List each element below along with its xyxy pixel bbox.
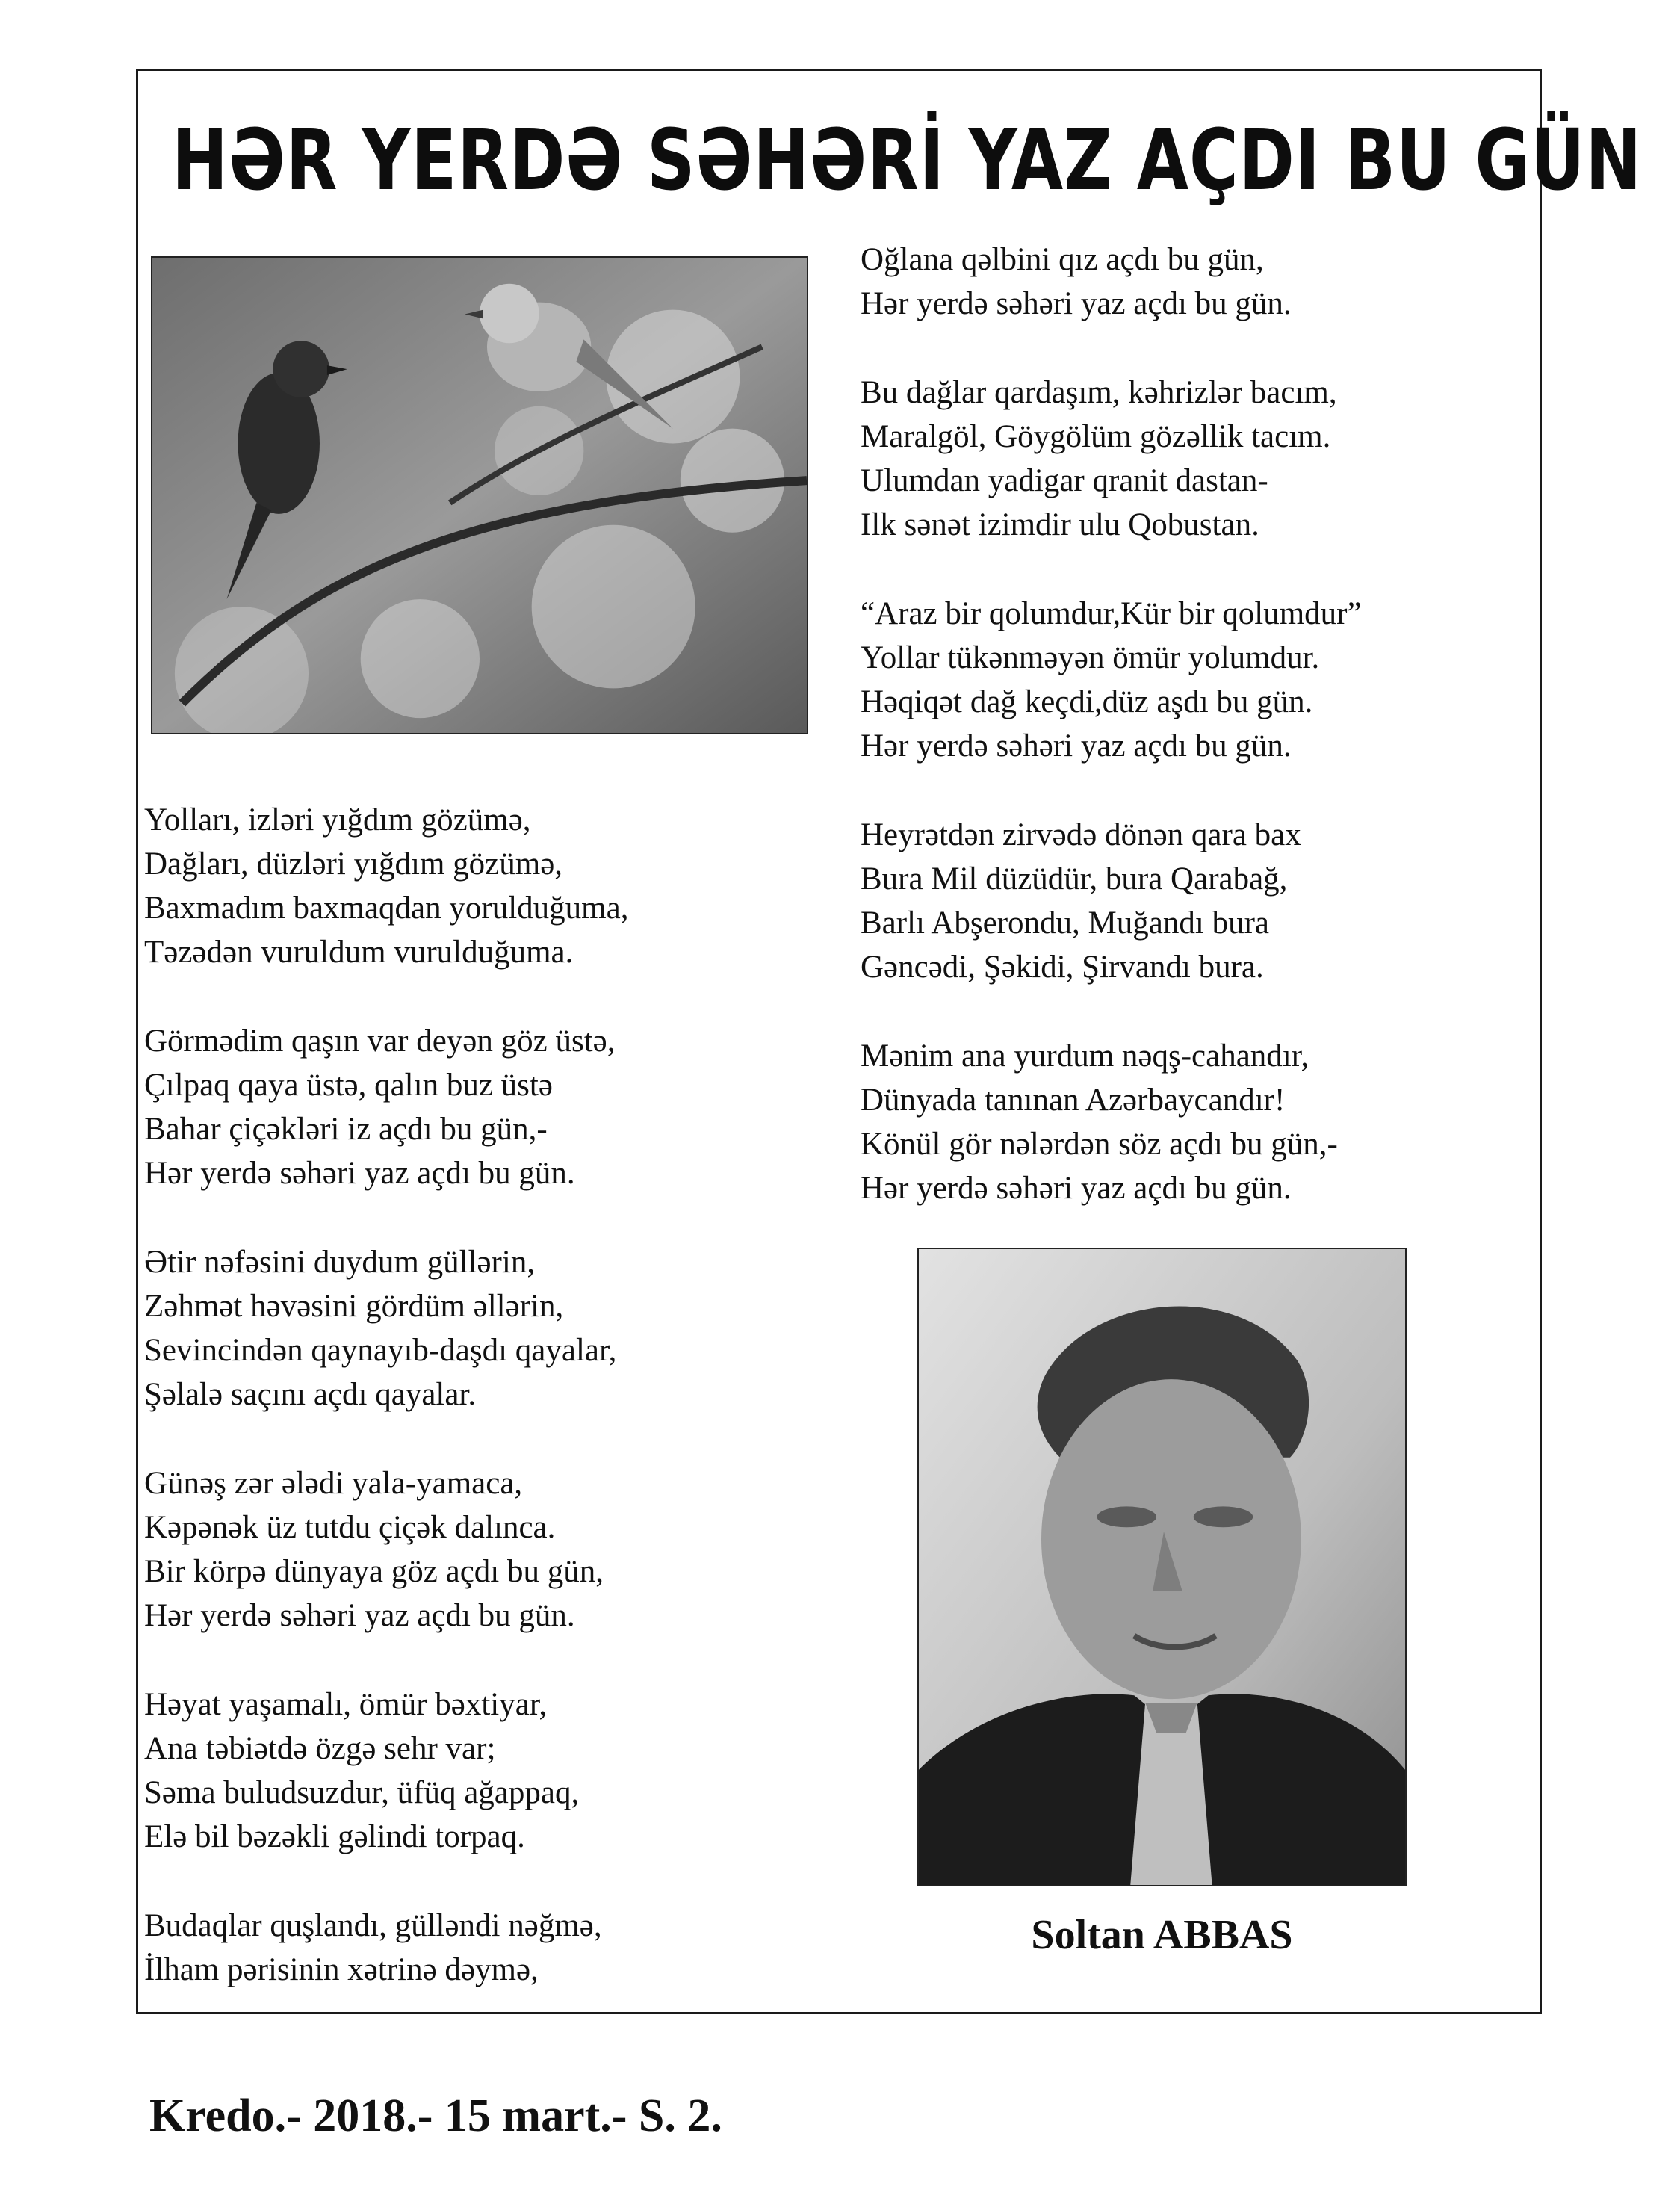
verse-line: Ana təbiətdə özgə sehr var; [144, 1731, 496, 1766]
verse-line: Həyat yaşamalı, ömür bəxtiyar, [144, 1687, 548, 1722]
stanza [861, 1034, 1540, 1210]
right-column-verses [861, 238, 1540, 1210]
verse-line: Dağları, düzləri yığdım gözümə, [144, 846, 563, 882]
verse-line: Zəhmət həvəsini gördüm əllərin, [144, 1289, 564, 1324]
author-portrait-illustration [919, 1249, 1405, 1885]
verse-line: İlham pərisinin xətrinə dəymə, [144, 1952, 539, 1987]
verse-line: “Araz bir qolumdur,Kür bir qolumdur” [861, 596, 1362, 631]
verse-line: Səma buludsuzdur, üfüq ağappaq, [144, 1775, 580, 1810]
verse-line: Dünyada tanınan Azərbaycandır! [861, 1083, 1286, 1118]
verse-line: Günəş zər ələdi yala-yamaca, [144, 1466, 523, 1501]
stanza [861, 592, 1540, 768]
verse-line: Şəlalə saçını açdı qayalar. [144, 1377, 477, 1412]
birds-photo [151, 256, 808, 734]
verse-line: Ulumdan yadigar qranit dastan- [861, 463, 1268, 498]
verse-line: Hər yerdə səhəri yaz açdı bu gün. [861, 286, 1292, 321]
verse-line: Bu dağlar qardaşım, kəhrizlər bacım, [861, 375, 1337, 410]
verse-line: Könül gör nələrdən söz açdı bu gün,- [861, 1127, 1338, 1162]
poem-title: HƏR YERDƏ SƏHƏRİ YAZ AÇDI BU GÜN [172, 112, 1643, 209]
verse-line: Barlı Abşerondu, Muğandı bura [861, 906, 1269, 941]
verse-line: Baxmadım baxmaqdan yorulduğuma, [144, 891, 629, 926]
stanza [144, 798, 846, 974]
author-signature: Soltan ABBAS [1031, 1912, 1293, 1958]
verse-line: Bura Mil düzüdür, bura Qarabağ, [861, 861, 1288, 897]
verse-line: Hər yerdə səhəri yaz açdı bu gün. [144, 1156, 575, 1191]
author-portrait [917, 1248, 1407, 1886]
verse-line: Kəpənək üz tutdu çiçək dalınca. [144, 1510, 556, 1545]
stanza [861, 238, 1540, 326]
verse-line: Hər yerdə səhəri yaz açdı bu gün. [144, 1598, 575, 1633]
verse-line: Təzədən vuruldum vurulduğuma. [144, 935, 574, 970]
stanza [861, 371, 1540, 547]
verse-line: Bahar çiçəkləri iz açdı bu gün,- [144, 1112, 548, 1147]
verse-line: Hər yerdə səhəri yaz açdı bu gün. [861, 1171, 1292, 1206]
verse-line: Ətir nəfəsini duydum güllərin, [144, 1245, 536, 1280]
stanza [144, 1019, 846, 1195]
verse-line: Yolları, izləri yığdım gözümə, [144, 802, 531, 838]
verse-line: Mənim ana yurdum nəqş-cahandır, [861, 1038, 1309, 1074]
verse-line: Çılpaq qaya üstə, qalın buz üstə [144, 1068, 553, 1103]
verse-line: Hər yerdə səhəri yaz açdı bu gün. [861, 728, 1292, 764]
stanza [861, 813, 1540, 989]
source-citation: Kredo.- 2018.- 15 mart.- S. 2. [149, 2090, 722, 2141]
verse-line: Ilk sənət izimdir ulu Qobustan. [861, 507, 1259, 542]
verse-line: Yollar tükənməyən ömür yolumdur. [861, 640, 1320, 675]
verse-line: Bir körpə dünyaya göz açdı bu gün, [144, 1554, 604, 1589]
verse-line: Budaqlar quşlandı, gülləndi nəğmə, [144, 1908, 602, 1943]
left-column-verses [144, 798, 846, 1992]
verse-line: Heyrətdən zirvədə dönən qara bax [861, 817, 1301, 852]
verse-line: Sevincindən qaynayıb-daşdı qayalar, [144, 1333, 617, 1368]
verse-line: Maralgöl, Göygölüm gözəllik tacım. [861, 419, 1331, 454]
verse-line: Gəncədi, Şəkidi, Şirvandı bura. [861, 950, 1264, 985]
verse-line: Həqiqət dağ keçdi,düz aşdı bu gün. [861, 684, 1313, 719]
verse-line: Oğlana qəlbini qız açdı bu gün, [861, 242, 1264, 277]
verse-line: Elə bil bəzəkli gəlindi torpaq. [144, 1819, 525, 1854]
stanza [144, 1461, 846, 1638]
verse-line: Görmədim qaşın var deyən göz üstə, [144, 1024, 616, 1059]
birds-photo-illustration [152, 258, 807, 733]
stanza [144, 1240, 846, 1417]
stanza [144, 1904, 846, 1992]
stanza [144, 1683, 846, 1859]
